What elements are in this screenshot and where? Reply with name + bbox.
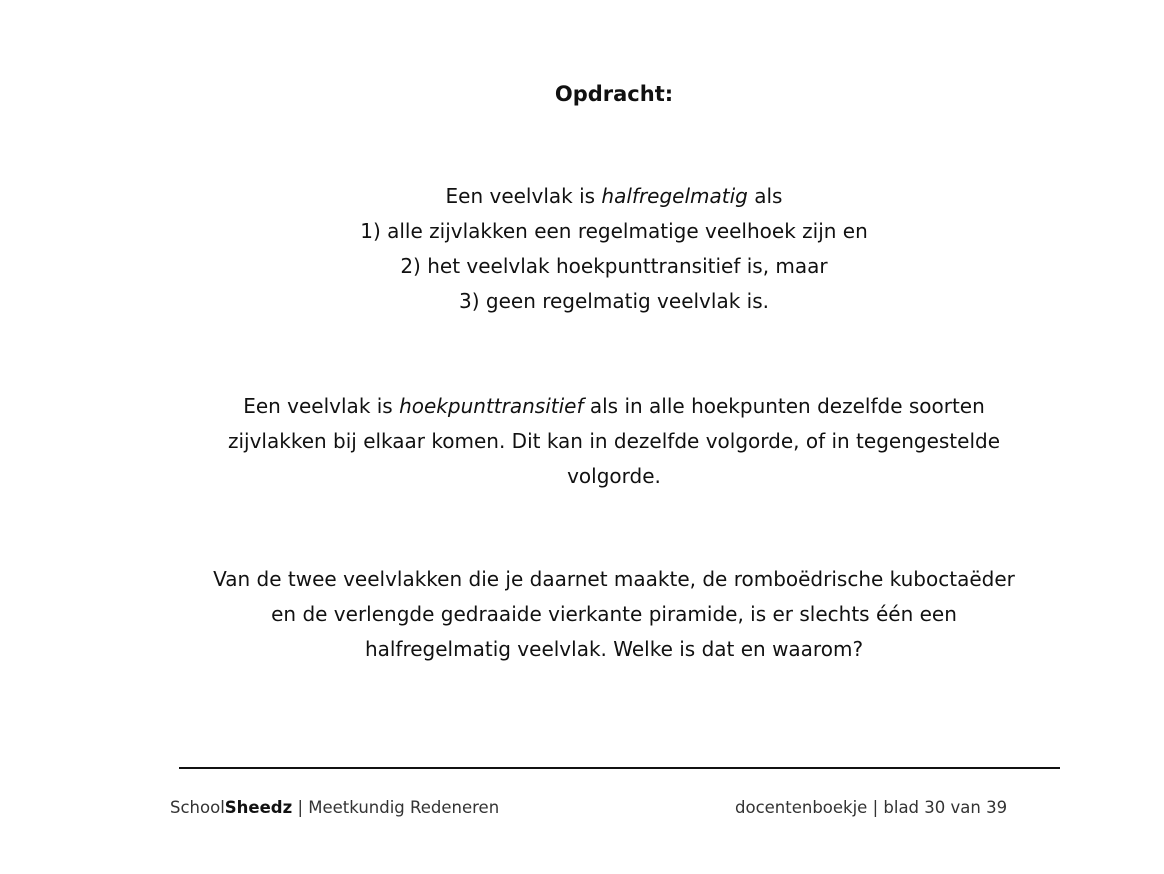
text-run: als in alle hoekpunten dezelfde soorten (583, 394, 985, 418)
text-run: Een veelvlak is (445, 184, 602, 208)
assignment-question (0, 562, 1164, 667)
question-line: Van de twee veelvlakken die je daarnet maakte, de romboëdrische kuboctaëder (213, 567, 1015, 591)
question-line: en de verlengde gedraaide vierkante piramide, is er slechts één een (271, 602, 957, 626)
condition-3: 3) geen regelmatig veelvlak is. (459, 289, 769, 313)
footer-course-title: | Meetkundig Redeneren (292, 798, 500, 817)
brand-name-bold: Sheedz (224, 798, 293, 817)
term-halfregelmatig: halfregelmatig (601, 184, 748, 208)
definition-line: volgorde. (567, 464, 661, 488)
brand-name-light: School (170, 798, 225, 817)
term-hoekpunttransitief: hoekpunttransitief (399, 394, 584, 418)
question-line: halfregelmatig veelvlak. Welke is dat en waarom? (364, 637, 864, 661)
text-run: als (747, 184, 783, 208)
text-run: Een veelvlak is (243, 394, 400, 418)
definition-line: zijvlakken bij elkaar komen. Dit kan in dezelfde volgorde, of in tegengestelde (227, 429, 1001, 453)
definition-halfregelmatig (0, 179, 1164, 319)
footer-divider (179, 767, 1060, 769)
definition-line (0, 389, 1164, 424)
footer-left (170, 794, 499, 822)
definition-line (0, 179, 1164, 214)
page-heading: Opdracht: (554, 82, 674, 106)
condition-2: 2) het veelvlak hoekpunttransitief is, maar (400, 254, 828, 278)
condition-1: 1) alle zijvlakken een regelmatige veelhoek zijn en (360, 219, 868, 243)
footer-page-info: docentenboekje | blad 30 van 39 (735, 798, 1008, 817)
definition-hoekpunttransitief (0, 389, 1164, 494)
